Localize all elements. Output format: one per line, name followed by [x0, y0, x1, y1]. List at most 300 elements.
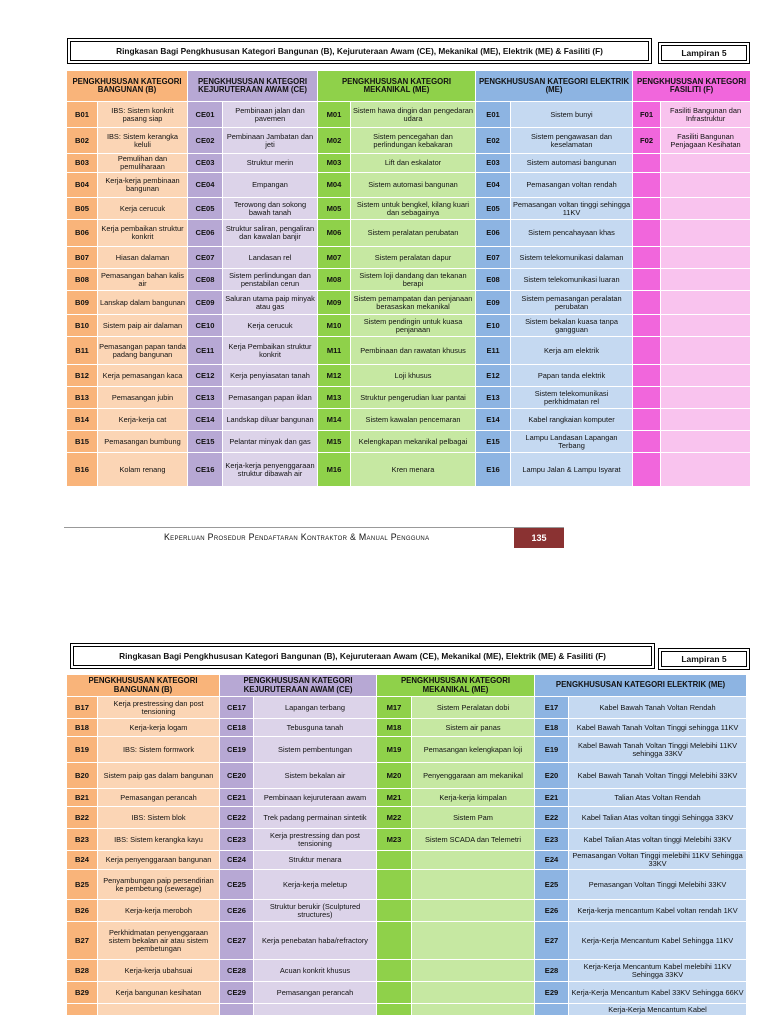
specialisation-code	[633, 198, 661, 220]
page2-title: Ringkasan Bagi Pengkhususan Kategori Bangunan (B), Kejuruteraan Awam (CE), Mekanikal (ME), Elektrik (ME) & Fasiliti (F)	[70, 643, 655, 669]
page2-lampiran: Lampiran 5	[658, 648, 750, 670]
specialisation-code: B06	[67, 220, 98, 247]
specialisation-name: Pemasangan perancah	[254, 982, 377, 1004]
specialisation-name: Kerja-Kerja Mencantum Kabel Sehingga 11KV	[569, 922, 747, 960]
specialisation-name: Sistem paip air dalaman	[98, 315, 188, 337]
specialisation-name: IBS: Sistem kerangka keluli	[98, 128, 188, 154]
table-row	[67, 315, 751, 337]
specialisation-name: Pembinaan jalan dan pavemen	[223, 102, 318, 128]
specialisation-name: Empangan	[223, 173, 318, 198]
header-mekanikal: PENGKHUSUSAN KATEGORI MEKANIKAL (ME)	[318, 71, 476, 102]
specialisation-name: Sistem pemasangan peralatan perubatan	[511, 291, 633, 315]
specialisation-name: IBS: Sistem kerangka kayu	[98, 829, 220, 851]
specialisation-code	[377, 851, 412, 870]
table-row	[67, 697, 747, 719]
specialisation-code: M06	[318, 220, 351, 247]
specialisation-code: E18	[535, 719, 569, 737]
specialisation-name: Kabel Bawah Tanah Voltan Tinggi Melebihi 33KV	[569, 763, 747, 789]
specialisation-name: Sistem untuk bengkel, kilang kuari dan sebagainya	[351, 198, 476, 220]
specialisation-name: Sistem pendingin untuk kuasa penjanaan	[351, 315, 476, 337]
specialisation-name: Pembinaan kejuruteraan awam	[254, 789, 377, 807]
specialisation-code: B09	[67, 291, 98, 315]
specialisation-code: M22	[377, 807, 412, 829]
specialisation-name: Kerja bangunan kesihatan	[98, 982, 220, 1004]
specialisation-name: Kerja prestressing dan post tensioning	[98, 697, 220, 719]
table-row	[67, 900, 747, 922]
specialisation-code: CE27	[220, 922, 254, 960]
table-row	[67, 982, 747, 1004]
table-row	[67, 198, 751, 220]
specialisation-code: B24	[67, 851, 98, 870]
specialisation-code: E21	[535, 789, 569, 807]
specialisation-code	[633, 431, 661, 453]
table-row	[67, 337, 751, 365]
page1-title: Ringkasan Bagi Pengkhususan Kategori Bangunan (B), Kejuruteraan Awam (CE), Mekanikal (ME), Elektrik (ME) & Fasiliti (F)	[67, 38, 652, 64]
footer-text: Keperluan Prosedur Pendaftaran Kontraktor & Manual Pengguna	[164, 532, 430, 542]
specialisation-name: Kerja penyenggaraan bangunan	[98, 851, 220, 870]
specialisation-code: CE15	[188, 431, 223, 453]
specialisation-name: Sistem SCADA dan Telemetri	[412, 829, 535, 851]
specialisation-name	[98, 1004, 220, 1016]
specialisation-name: Lift dan eskalator	[351, 154, 476, 173]
specialisation-name: IBS: Sistem konkrit pasang siap	[98, 102, 188, 128]
specialisation-name: Pemasangan voltan rendah	[511, 173, 633, 198]
table-row	[67, 1004, 747, 1016]
specialisation-code: CE01	[188, 102, 223, 128]
specialisation-code: CE14	[188, 409, 223, 431]
table-row	[67, 807, 747, 829]
table-row	[67, 365, 751, 387]
specialisation-code: B12	[67, 365, 98, 387]
specialisation-name	[661, 220, 751, 247]
specialisation-name	[661, 431, 751, 453]
table-row	[67, 173, 751, 198]
specialisation-code	[377, 1004, 412, 1016]
specialisation-name: Kerja-kerja penyenggaraan struktur dibawah air	[223, 453, 318, 487]
specialisation-code: CE09	[188, 291, 223, 315]
specialisation-code: M04	[318, 173, 351, 198]
specialisation-name: Loji khusus	[351, 365, 476, 387]
specialisation-name: Sistem Peralatan dobi	[412, 697, 535, 719]
specialisation-name: Perkhidmatan penyenggaraan sistem bekalan air atau sistem pembetungan	[98, 922, 220, 960]
table-row	[67, 922, 747, 960]
specialisation-code: E23	[535, 829, 569, 851]
specialisation-name: Kabel Bawah Tanah Voltan Tinggi sehingga 11KV	[569, 719, 747, 737]
specialisation-name: Pembinaan Jambatan dan jeti	[223, 128, 318, 154]
table-row	[67, 409, 751, 431]
specialisation-code: CE10	[188, 315, 223, 337]
specialisation-name: Talian Atas Voltan Rendah	[569, 789, 747, 807]
specialisation-name: Struktur saliran, pengaliran dan kawalan banjir	[223, 220, 318, 247]
specialisation-name: Lapangan terbang	[254, 697, 377, 719]
specialisation-code	[633, 269, 661, 291]
page1-table	[66, 70, 751, 487]
specialisation-code: E16	[476, 453, 511, 487]
specialisation-name: Papan tanda elektrik	[511, 365, 633, 387]
specialisation-name: Kerja-kerja meroboh	[98, 900, 220, 922]
specialisation-name: Penyambungan paip persendirian ke pembetung (sewerage)	[98, 870, 220, 900]
specialisation-code: B10	[67, 315, 98, 337]
specialisation-name	[661, 387, 751, 409]
specialisation-name	[412, 922, 535, 960]
specialisation-code: E26	[535, 900, 569, 922]
table-row	[67, 960, 747, 982]
specialisation-code: E08	[476, 269, 511, 291]
specialisation-code: M14	[318, 409, 351, 431]
specialisation-name: Kerja cerucuk	[223, 315, 318, 337]
specialisation-code	[633, 315, 661, 337]
specialisation-code: F01	[633, 102, 661, 128]
specialisation-name: Kabel Talian Atas voltan tinggi Sehingga 33KV	[569, 807, 747, 829]
specialisation-name	[412, 960, 535, 982]
specialisation-name: Sistem bekalan kuasa tanpa gangguan	[511, 315, 633, 337]
header-fasiliti: PENGKHUSUSAN KATEGORI FASILITI (F)	[633, 71, 751, 102]
specialisation-code: E12	[476, 365, 511, 387]
specialisation-name: Struktur merin	[223, 154, 318, 173]
specialisation-code: CE13	[188, 387, 223, 409]
specialisation-name: Kerja am elektrik	[511, 337, 633, 365]
specialisation-name: Sistem automasi bangunan	[511, 154, 633, 173]
specialisation-code: E27	[535, 922, 569, 960]
specialisation-name: Sistem pemampatan dan penjanaan berasaskan mekanikal	[351, 291, 476, 315]
header-elektrik: PENGKHUSUSAN KATEGORI ELEKTRIK (ME)	[535, 675, 747, 697]
specialisation-code: M11	[318, 337, 351, 365]
specialisation-code: B18	[67, 719, 98, 737]
specialisation-code: M08	[318, 269, 351, 291]
specialisation-name: Kerja prestressing dan post tensioning	[254, 829, 377, 851]
specialisation-code: E17	[535, 697, 569, 719]
specialisation-code: CE04	[188, 173, 223, 198]
specialisation-code	[633, 337, 661, 365]
specialisation-name: Terowong dan sokong bawah tanah	[223, 198, 318, 220]
specialisation-code: CE06	[188, 220, 223, 247]
specialisation-name: Struktur berukir (Sculptured structures)	[254, 900, 377, 922]
specialisation-code: E06	[476, 220, 511, 247]
specialisation-name: Pemasangan Voltan Tinggi melebihi 11KV Sehingga 33KV	[569, 851, 747, 870]
specialisation-code: B29	[67, 982, 98, 1004]
specialisation-name: Sistem loji dandang dan tekanan berapi	[351, 269, 476, 291]
specialisation-name: Kerja-kerja kimpalan	[412, 789, 535, 807]
specialisation-code: B08	[67, 269, 98, 291]
table-row	[67, 453, 751, 487]
specialisation-code: E29	[535, 982, 569, 1004]
specialisation-name: Kabel Bawah Tanah Voltan Rendah	[569, 697, 747, 719]
specialisation-code: E11	[476, 337, 511, 365]
specialisation-code: B28	[67, 960, 98, 982]
specialisation-name: Pemasangan bumbung	[98, 431, 188, 453]
specialisation-name: Kabel rangkaian komputer	[511, 409, 633, 431]
specialisation-code: E04	[476, 173, 511, 198]
specialisation-name: Kerja-kerja logam	[98, 719, 220, 737]
specialisation-code: B01	[67, 102, 98, 128]
specialisation-code: M02	[318, 128, 351, 154]
specialisation-code: B13	[67, 387, 98, 409]
specialisation-code: CE18	[220, 719, 254, 737]
specialisation-code: M10	[318, 315, 351, 337]
specialisation-name: Pemasangan voltan tinggi sehingga 11KV	[511, 198, 633, 220]
specialisation-name: Sistem pencegahan dan perlindungan kebakaran	[351, 128, 476, 154]
specialisation-code: CE05	[188, 198, 223, 220]
specialisation-code	[633, 173, 661, 198]
specialisation-code: M19	[377, 737, 412, 763]
specialisation-name: Trek padang permainan sintetik	[254, 807, 377, 829]
specialisation-name: Kerja penyiasatan tanah	[223, 365, 318, 387]
specialisation-name: Kerja-Kerja Mencantum Kabel	[569, 1004, 747, 1016]
specialisation-name	[412, 1004, 535, 1016]
table-row	[67, 789, 747, 807]
specialisation-code	[535, 1004, 569, 1016]
specialisation-name: Pemasangan Voltan Tinggi Melebihi 33KV	[569, 870, 747, 900]
specialisation-code	[633, 409, 661, 431]
specialisation-code: B05	[67, 198, 98, 220]
specialisation-code: M07	[318, 247, 351, 269]
specialisation-name: Tebusguna tanah	[254, 719, 377, 737]
specialisation-name	[661, 409, 751, 431]
specialisation-code: CE28	[220, 960, 254, 982]
specialisation-code: CE19	[220, 737, 254, 763]
specialisation-code: CE22	[220, 807, 254, 829]
specialisation-name: Kerja cerucuk	[98, 198, 188, 220]
specialisation-code: E14	[476, 409, 511, 431]
specialisation-name: Sistem bekalan air	[254, 763, 377, 789]
specialisation-name: Kabel Talian Atas voltan tinggi Melebihi 33KV	[569, 829, 747, 851]
specialisation-code: B23	[67, 829, 98, 851]
specialisation-name	[661, 247, 751, 269]
specialisation-code: E10	[476, 315, 511, 337]
specialisation-name: Kabel Bawah Tanah Voltan Tinggi Melebihi 11KV sehingga 33KV	[569, 737, 747, 763]
table-row	[67, 154, 751, 173]
specialisation-name: Pemasangan jubin	[98, 387, 188, 409]
specialisation-code: E02	[476, 128, 511, 154]
header-elektrik: PENGKHUSUSAN KATEGORI ELEKTRIK (ME)	[476, 71, 633, 102]
specialisation-name	[661, 365, 751, 387]
specialisation-code: E03	[476, 154, 511, 173]
specialisation-name: IBS: Sistem blok	[98, 807, 220, 829]
specialisation-code: M12	[318, 365, 351, 387]
specialisation-code: M20	[377, 763, 412, 789]
specialisation-code: M13	[318, 387, 351, 409]
specialisation-name: Penyenggaraan am mekanikal	[412, 763, 535, 789]
specialisation-code	[377, 900, 412, 922]
specialisation-code: CE24	[220, 851, 254, 870]
specialisation-code	[377, 870, 412, 900]
specialisation-name: Sistem pencahayaan khas	[511, 220, 633, 247]
page-number: 135	[514, 528, 564, 548]
specialisation-code: CE29	[220, 982, 254, 1004]
specialisation-name: Kerja Pembaikan struktur konkrit	[223, 337, 318, 365]
table-row	[67, 829, 747, 851]
specialisation-name: Kerja-kerja meletup	[254, 870, 377, 900]
specialisation-code: E01	[476, 102, 511, 128]
specialisation-code	[633, 154, 661, 173]
header-bangunan: PENGKHUSUSAN KATEGORI BANGUNAN (B)	[67, 71, 188, 102]
specialisation-name: Sistem air panas	[412, 719, 535, 737]
specialisation-code: E05	[476, 198, 511, 220]
specialisation-code: M18	[377, 719, 412, 737]
specialisation-name: Sistem automasi bangunan	[351, 173, 476, 198]
specialisation-name: Kerja-kerja pembinaan bangunan	[98, 173, 188, 198]
specialisation-name	[661, 291, 751, 315]
specialisation-name: Sistem Pam	[412, 807, 535, 829]
specialisation-code: E28	[535, 960, 569, 982]
specialisation-name: Pemasangan kelengkapan loji	[412, 737, 535, 763]
table-row	[67, 737, 747, 763]
specialisation-code: M16	[318, 453, 351, 487]
specialisation-code: CE20	[220, 763, 254, 789]
table-row	[67, 247, 751, 269]
specialisation-name: Kren menara	[351, 453, 476, 487]
specialisation-code: E09	[476, 291, 511, 315]
header-mekanikal: PENGKHUSUSAN KATEGORI MEKANIKAL (ME)	[377, 675, 535, 697]
specialisation-code: E15	[476, 431, 511, 453]
specialisation-code: CE25	[220, 870, 254, 900]
specialisation-name: Sistem perlindungan dan penstabilan cerun	[223, 269, 318, 291]
header-bangunan: PENGKHUSUSAN KATEGORI BANGUNAN (B)	[67, 675, 220, 697]
header-kejuruteraan-awam: PENGKHUSUSAN KATEGORI KEJURUTERAAN AWAM (CE)	[220, 675, 377, 697]
specialisation-name: Kerja penebatan haba/refractory	[254, 922, 377, 960]
specialisation-name: Fasiliti Bangunan Penjagaan Kesihatan	[661, 128, 751, 154]
specialisation-code	[377, 922, 412, 960]
specialisation-name: Sistem telekomunikasi luaran	[511, 269, 633, 291]
specialisation-code	[633, 220, 661, 247]
specialisation-name: Lampu Jalan & Lampu Isyarat	[511, 453, 633, 487]
specialisation-code: M05	[318, 198, 351, 220]
specialisation-name: Kerja pembaikan struktur konkrit	[98, 220, 188, 247]
page2-table	[66, 674, 747, 1016]
table-row	[67, 870, 747, 900]
specialisation-name: Sistem peralatan dapur	[351, 247, 476, 269]
specialisation-code: CE03	[188, 154, 223, 173]
specialisation-code: M09	[318, 291, 351, 315]
specialisation-code: B19	[67, 737, 98, 763]
specialisation-name: Pemasangan perancah	[98, 789, 220, 807]
specialisation-code: F02	[633, 128, 661, 154]
specialisation-code: M23	[377, 829, 412, 851]
specialisation-name: Pemulihan dan pemuliharaan	[98, 154, 188, 173]
specialisation-code: CE26	[220, 900, 254, 922]
specialisation-code: E25	[535, 870, 569, 900]
specialisation-name: Kerja-kerja mencantum Kabel voltan rendah 1KV	[569, 900, 747, 922]
specialisation-code: CE12	[188, 365, 223, 387]
specialisation-name: Kerja-kerja cat	[98, 409, 188, 431]
specialisation-code: B26	[67, 900, 98, 922]
specialisation-code: B20	[67, 763, 98, 789]
specialisation-name	[412, 982, 535, 1004]
specialisation-name: Pemasangan papan tanda padang bangunan	[98, 337, 188, 365]
specialisation-name	[661, 269, 751, 291]
header-kejuruteraan-awam: PENGKHUSUSAN KATEGORI KEJURUTERAAN AWAM (CE)	[188, 71, 318, 102]
specialisation-name: Sistem hawa dingin dan pengedaran udara	[351, 102, 476, 128]
specialisation-name: Sistem peralatan perubatan	[351, 220, 476, 247]
specialisation-name: Sistem pengawasan dan keselamatan	[511, 128, 633, 154]
specialisation-code: M21	[377, 789, 412, 807]
page-footer	[64, 527, 564, 548]
specialisation-code	[220, 1004, 254, 1016]
specialisation-code	[633, 365, 661, 387]
specialisation-code: CE16	[188, 453, 223, 487]
specialisation-name: Acuan konkrit khusus	[254, 960, 377, 982]
specialisation-name: Kerja pemasangan kaca	[98, 365, 188, 387]
specialisation-name	[661, 173, 751, 198]
specialisation-code: B17	[67, 697, 98, 719]
specialisation-code: M17	[377, 697, 412, 719]
specialisation-name: Kerja-kerja ubahsuai	[98, 960, 220, 982]
table-row	[67, 102, 751, 128]
specialisation-code: CE11	[188, 337, 223, 365]
specialisation-code: B07	[67, 247, 98, 269]
specialisation-code	[377, 960, 412, 982]
specialisation-name	[661, 315, 751, 337]
specialisation-code: CE02	[188, 128, 223, 154]
specialisation-code: B22	[67, 807, 98, 829]
specialisation-name: Kolam renang	[98, 453, 188, 487]
specialisation-name: Saluran utama paip minyak atau gas	[223, 291, 318, 315]
table-row	[67, 128, 751, 154]
table-row	[67, 431, 751, 453]
table-row	[67, 387, 751, 409]
specialisation-name: Sistem kawalan pencemaran	[351, 409, 476, 431]
specialisation-name: Sistem pembentungan	[254, 737, 377, 763]
specialisation-code	[633, 453, 661, 487]
specialisation-name	[412, 900, 535, 922]
specialisation-code: B25	[67, 870, 98, 900]
specialisation-code: B21	[67, 789, 98, 807]
specialisation-code: M15	[318, 431, 351, 453]
specialisation-name: Sistem bunyi	[511, 102, 633, 128]
specialisation-code: CE08	[188, 269, 223, 291]
specialisation-name: Pelantar minyak dan gas	[223, 431, 318, 453]
specialisation-code: CE07	[188, 247, 223, 269]
specialisation-name	[661, 154, 751, 173]
table-row	[67, 269, 751, 291]
table-row	[67, 291, 751, 315]
specialisation-code	[67, 1004, 98, 1016]
specialisation-code: E07	[476, 247, 511, 269]
specialisation-name: Kerja-Kerja Mencantum Kabel 33KV Sehingga 66KV	[569, 982, 747, 1004]
specialisation-code: M03	[318, 154, 351, 173]
specialisation-code: B15	[67, 431, 98, 453]
specialisation-name	[661, 198, 751, 220]
specialisation-code: B02	[67, 128, 98, 154]
specialisation-name: Sistem paip gas dalam bangunan	[98, 763, 220, 789]
specialisation-name	[412, 851, 535, 870]
specialisation-name	[254, 1004, 377, 1016]
specialisation-name: Sistem telekomunikasi perkhidmatan rel	[511, 387, 633, 409]
specialisation-name: Struktur menara	[254, 851, 377, 870]
specialisation-code: E24	[535, 851, 569, 870]
specialisation-name	[661, 453, 751, 487]
specialisation-code: B14	[67, 409, 98, 431]
specialisation-name: Lampu Landasan Lapangan Terbang	[511, 431, 633, 453]
specialisation-code: M01	[318, 102, 351, 128]
specialisation-code	[633, 247, 661, 269]
specialisation-name: Kerja-Kerja Mencantum Kabel melebihi 11KV Sehingga 33KV	[569, 960, 747, 982]
specialisation-name: Kelengkapan mekanikal pelbagai	[351, 431, 476, 453]
specialisation-name: Landasan rel	[223, 247, 318, 269]
specialisation-code: B27	[67, 922, 98, 960]
specialisation-code: CE17	[220, 697, 254, 719]
page1-lampiran: Lampiran 5	[658, 42, 750, 64]
specialisation-name: IBS: Sistem formwork	[98, 737, 220, 763]
specialisation-name: Pemasangan bahan kalis air	[98, 269, 188, 291]
specialisation-code: B11	[67, 337, 98, 365]
table-row	[67, 851, 747, 870]
specialisation-code: CE21	[220, 789, 254, 807]
table-row	[67, 763, 747, 789]
specialisation-name: Struktur pengerudian luar pantai	[351, 387, 476, 409]
table-row	[67, 719, 747, 737]
specialisation-code: E19	[535, 737, 569, 763]
